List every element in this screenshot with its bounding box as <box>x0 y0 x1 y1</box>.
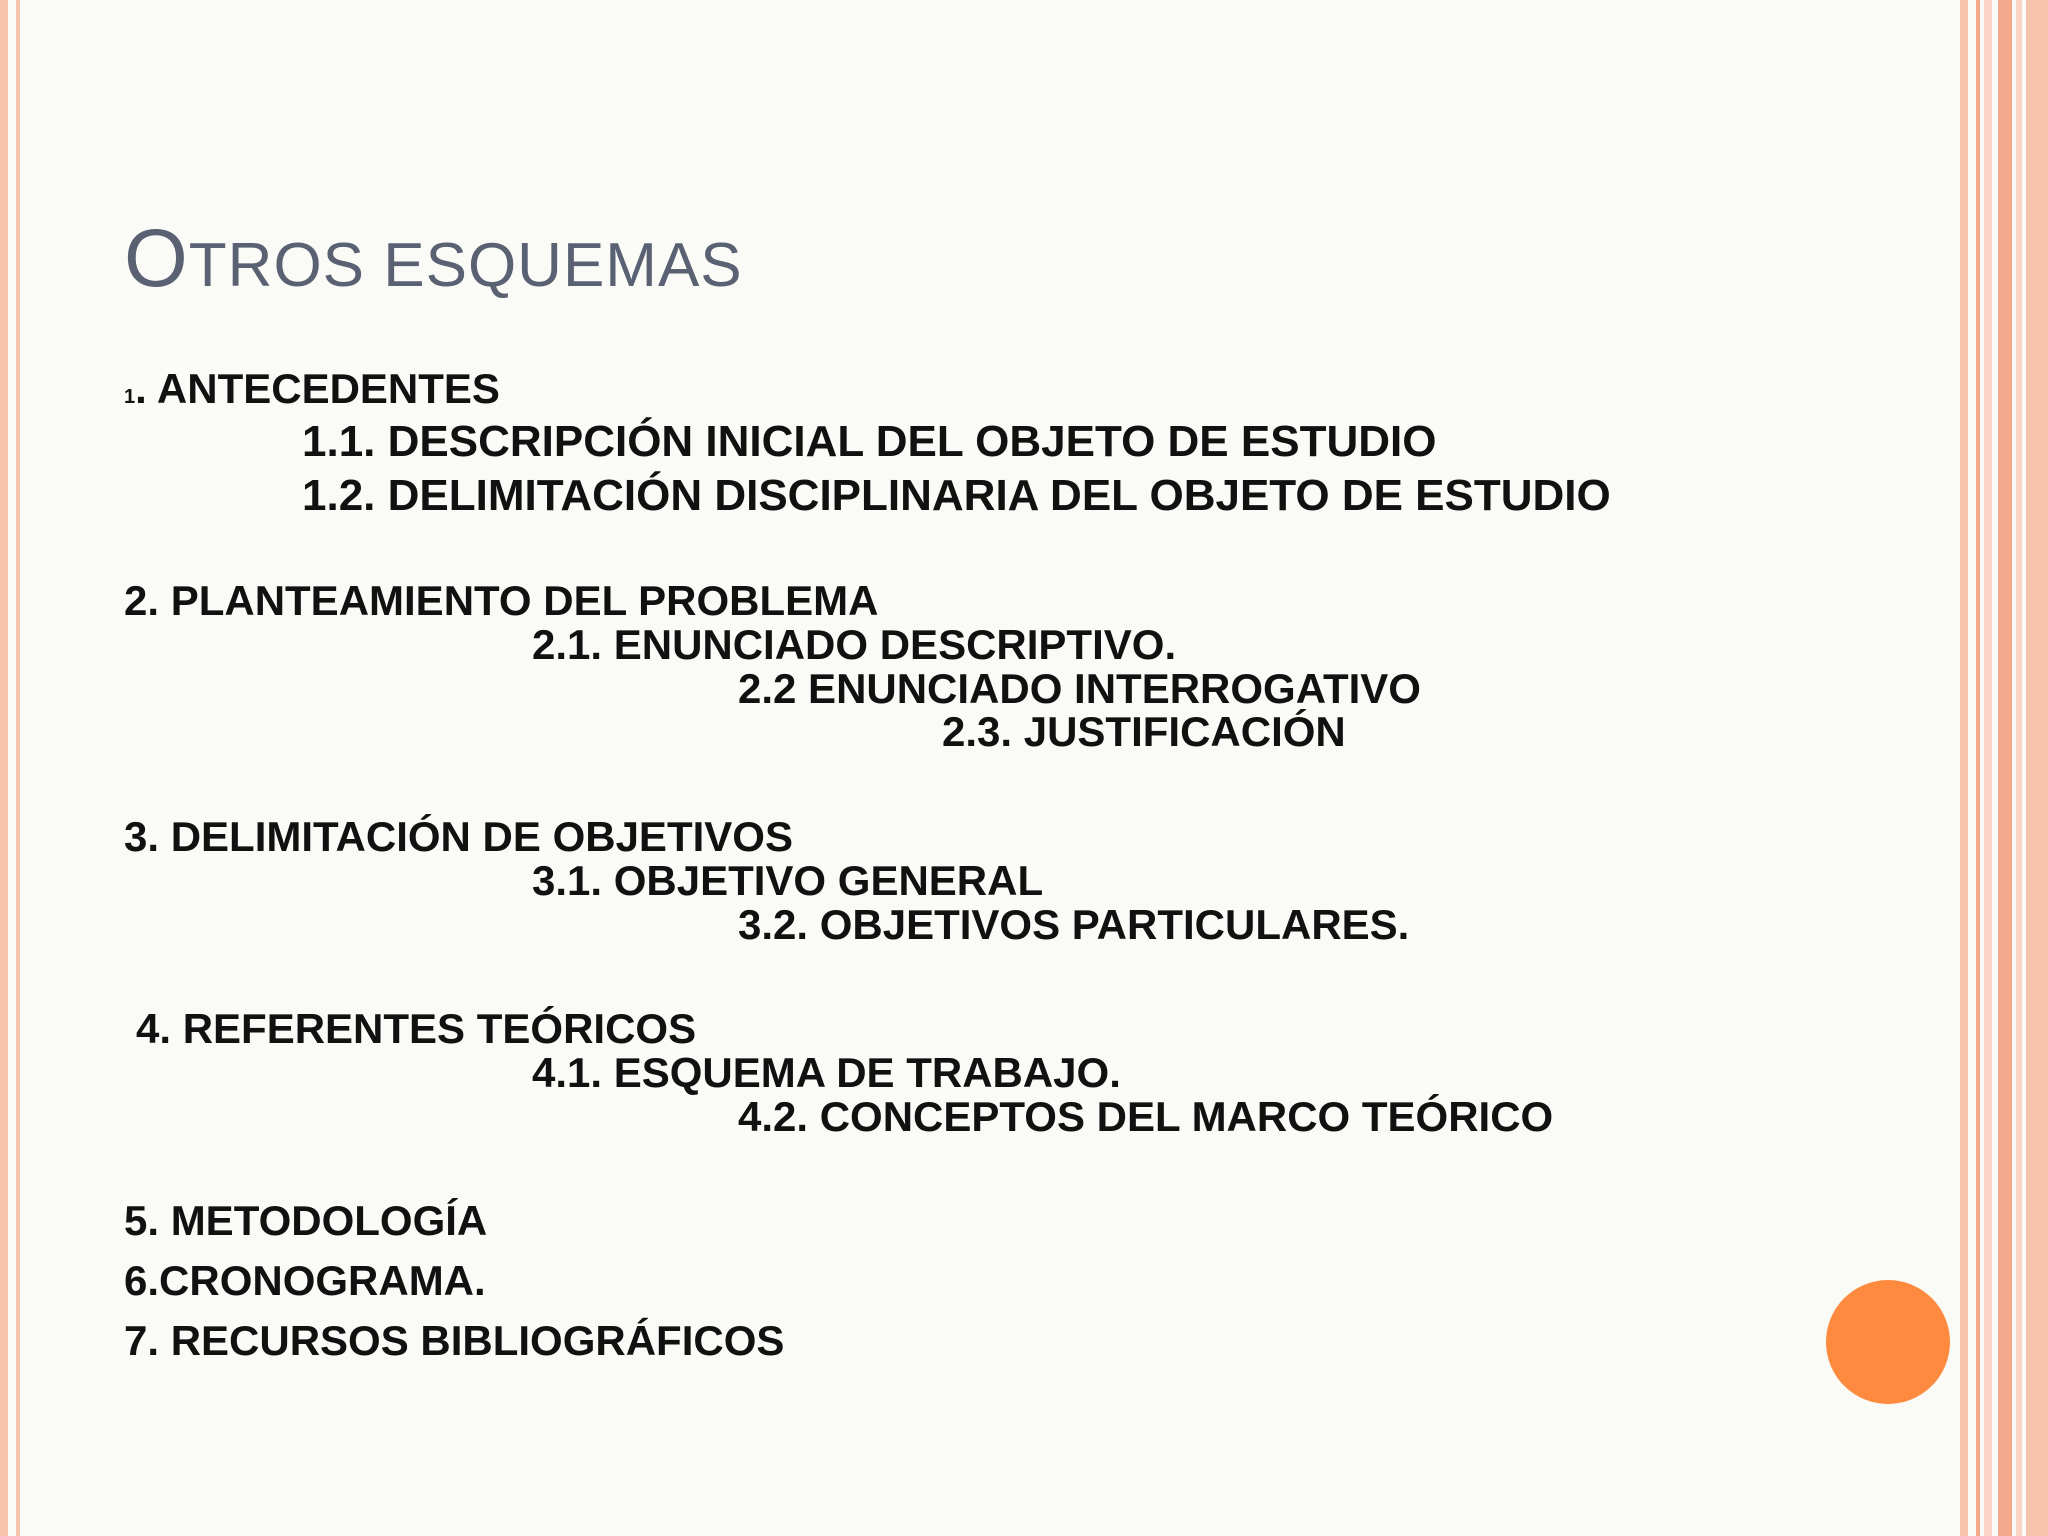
outline-item-3-2: 3.2. OBJETIVOS PARTICULARES. <box>738 901 1410 948</box>
right-border-stripe <box>2026 0 2048 1536</box>
outline-item-6: 6.CRONOGRAMA. <box>124 1257 486 1304</box>
slide-title-initial: O <box>124 213 189 304</box>
outline-item-3: 3. DELIMITACIÓN DE OBJETIVOS <box>124 813 793 860</box>
left-border-stripe-thin <box>16 0 20 1536</box>
outline-item-4: 4. REFERENTES TEÓRICOS <box>136 1005 697 1052</box>
orange-circle-decoration <box>1826 1280 1950 1404</box>
right-border-stripe <box>1998 0 2012 1536</box>
outline-item-2-3: 2.3. JUSTIFICACIÓN <box>942 708 1346 755</box>
left-border-stripe <box>0 0 8 1536</box>
outline-item-1 <box>124 365 500 412</box>
outline-item-1-1: 1.1. DESCRIPCIÓN INICIAL DEL OBJETO DE ESTUDIO <box>302 417 1437 466</box>
outline-item-5: 5. METODOLOGÍA <box>124 1197 488 1244</box>
outline-item-1-text: . ANTECEDENTES <box>135 365 500 412</box>
right-border-stripe <box>2016 0 2022 1536</box>
right-border-stripe <box>1984 0 1992 1536</box>
outline-item-1-number: 1 <box>124 386 136 408</box>
outline-item-3-1: 3.1. OBJETIVO GENERAL <box>532 857 1044 904</box>
outline-item-4-1: 4.1. ESQUEMA DE TRABAJO. <box>532 1049 1121 1096</box>
slide-title <box>124 212 743 306</box>
right-border-stripe <box>1960 0 1968 1536</box>
slide-title-rest: TROS ESQUEMAS <box>188 231 743 300</box>
outline-item-2: 2. PLANTEAMIENTO DEL PROBLEMA <box>124 577 879 624</box>
outline-item-2-2: 2.2 ENUNCIADO INTERROGATIVO <box>738 665 1421 712</box>
outline-item-4-2: 4.2. CONCEPTOS DEL MARCO TEÓRICO <box>738 1093 1554 1140</box>
right-border-stripe <box>1976 0 1980 1536</box>
outline-item-1-2: 1.2. DELIMITACIÓN DISCIPLINARIA DEL OBJETO DE ESTUDIO <box>302 471 1611 520</box>
outline-item-7: 7. RECURSOS BIBLIOGRÁFICOS <box>124 1317 785 1364</box>
outline-item-2-1: 2.1. ENUNCIADO DESCRIPTIVO. <box>532 621 1177 668</box>
